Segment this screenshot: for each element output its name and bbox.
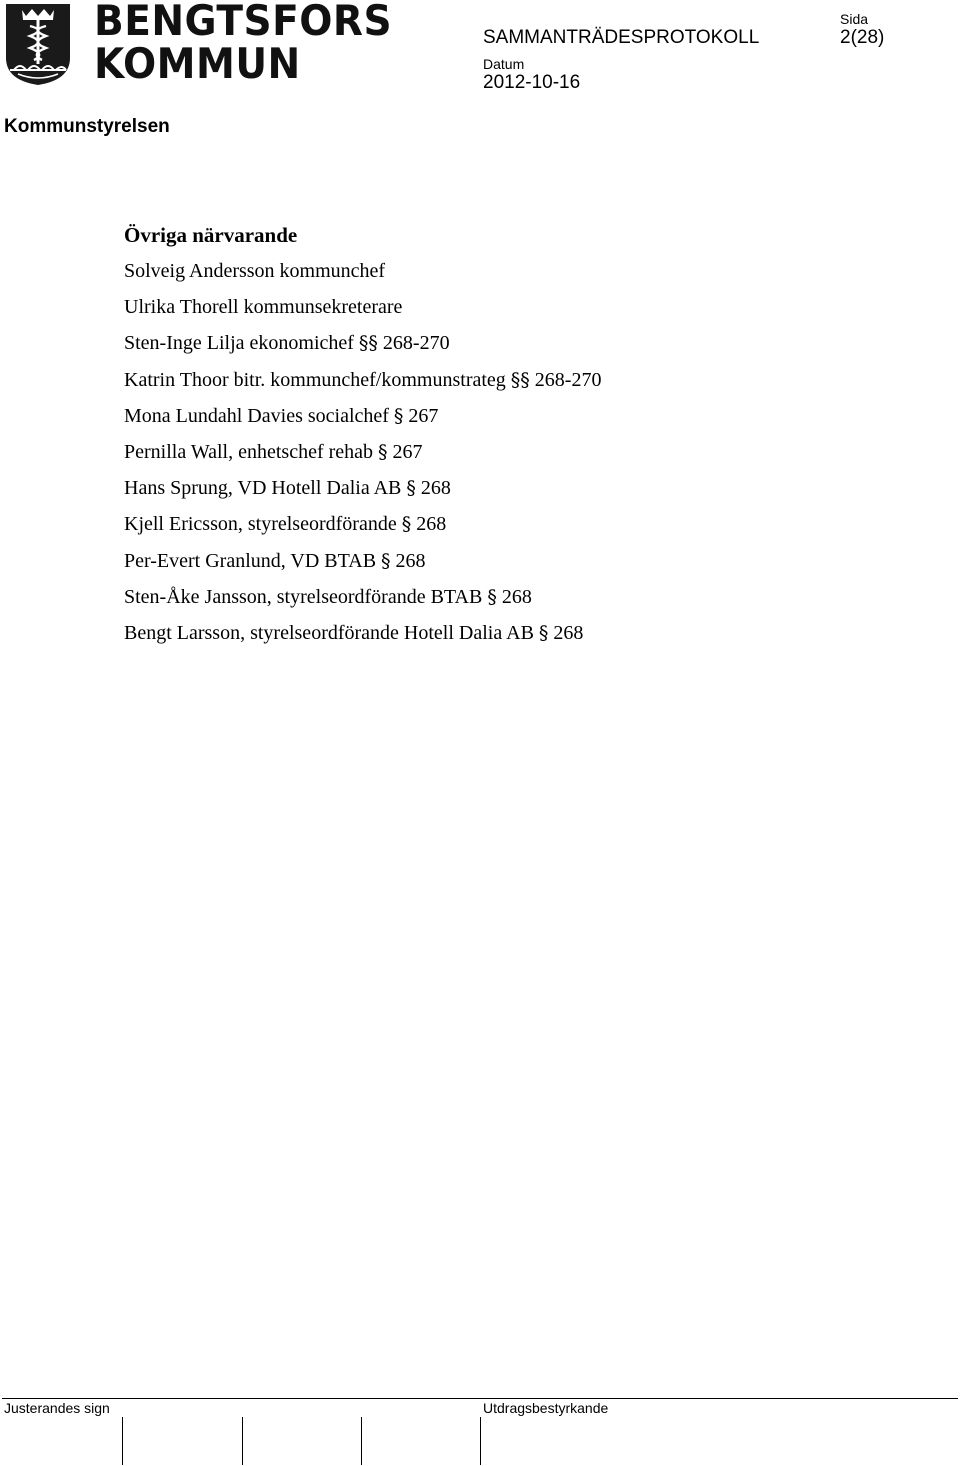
attendee-text: Bengt Larsson, styrelseordförande Hotell Dalia AB bbox=[124, 621, 534, 644]
attendee-text: Sten-Inge Lilja ekonomichef bbox=[124, 332, 354, 355]
document-type: SAMMANTRÄDESPROTOKOLL bbox=[483, 27, 760, 48]
sign-box-divider bbox=[480, 1417, 481, 1465]
attendee-row bbox=[124, 330, 601, 366]
attendee-row bbox=[124, 294, 601, 330]
attendees-section bbox=[124, 222, 601, 656]
paragraph-marks: § bbox=[406, 477, 416, 500]
attendee-text: Pernilla Wall, enhetschef rehab bbox=[124, 440, 374, 463]
attendee-row bbox=[124, 258, 601, 294]
attendee-row bbox=[124, 403, 601, 439]
attendee-text: Hans Sprung, VD Hotell Dalia AB bbox=[124, 477, 402, 500]
section-heading: Övriga närvarande bbox=[124, 223, 298, 247]
page-number: 2(28) bbox=[840, 27, 885, 48]
signature-footer bbox=[0, 1397, 960, 1466]
attendee-text: Per-Evert Granlund, VD BTAB bbox=[124, 549, 377, 572]
attendee-row bbox=[124, 439, 601, 475]
paragraph-marks: § bbox=[538, 621, 549, 644]
paragraph-ref: 268 bbox=[553, 621, 584, 644]
paragraph-marks: § bbox=[381, 549, 391, 572]
wordmark-line-1: BENGTSFORS bbox=[94, 0, 393, 45]
page-label: Sida bbox=[840, 11, 869, 27]
date-value: 2012-10-16 bbox=[483, 72, 581, 93]
sign-box-divider bbox=[242, 1417, 243, 1465]
paragraph-ref: 268 bbox=[501, 585, 532, 608]
certify-label: Utdragsbestyrkande bbox=[483, 1400, 609, 1416]
attendee-text: Katrin Thoor bitr. kommunchef/kommunstrateg bbox=[124, 368, 506, 391]
sign-box-divider bbox=[361, 1417, 362, 1465]
attendee-text: Ulrika Thorell kommunsekreterare bbox=[124, 296, 403, 319]
attendee-row bbox=[124, 584, 601, 620]
paragraph-ref: 268 bbox=[416, 513, 447, 536]
attendee-text: Kjell Ericsson, styrelseordförande bbox=[124, 513, 397, 536]
paragraph-ref: 268-270 bbox=[534, 368, 602, 391]
paragraph-ref: 267 bbox=[392, 440, 423, 463]
paragraph-marks: § bbox=[378, 440, 388, 463]
paragraph-marks: § bbox=[393, 404, 404, 427]
attendee-row bbox=[124, 511, 601, 547]
footer-rule bbox=[2, 1398, 958, 1399]
sign-box-divider bbox=[122, 1417, 123, 1465]
paragraph-marks: §§ bbox=[510, 368, 530, 391]
paragraph-ref: 268-270 bbox=[382, 332, 450, 355]
paragraph-ref: 268 bbox=[420, 477, 451, 500]
crest-icon bbox=[4, 2, 72, 86]
attendee-row bbox=[124, 548, 601, 584]
paragraph-ref: 268 bbox=[395, 549, 426, 572]
attendee-text: Sten-Åke Jansson, styrelseordförande BTAB bbox=[124, 585, 483, 608]
attendee-row bbox=[124, 367, 601, 403]
attendee-row bbox=[124, 620, 601, 656]
department-name: Kommunstyrelsen bbox=[4, 116, 170, 137]
paragraph-marks: § bbox=[401, 513, 412, 536]
attendee-list bbox=[124, 258, 601, 656]
attendee-text: Mona Lundahl Davies socialchef bbox=[124, 404, 389, 427]
paragraph-marks: §§ bbox=[358, 332, 378, 355]
municipality-wordmark bbox=[94, 0, 414, 88]
wordmark-line-2: KOMMUN bbox=[94, 39, 301, 88]
paragraph-ref: 267 bbox=[408, 404, 439, 427]
attendee-text: Solveig Andersson kommunchef bbox=[124, 260, 386, 282]
paragraph-marks: § bbox=[487, 585, 497, 608]
date-label: Datum bbox=[483, 56, 525, 72]
attendee-row bbox=[124, 475, 601, 511]
sign-label: Justerandes sign bbox=[4, 1400, 110, 1416]
